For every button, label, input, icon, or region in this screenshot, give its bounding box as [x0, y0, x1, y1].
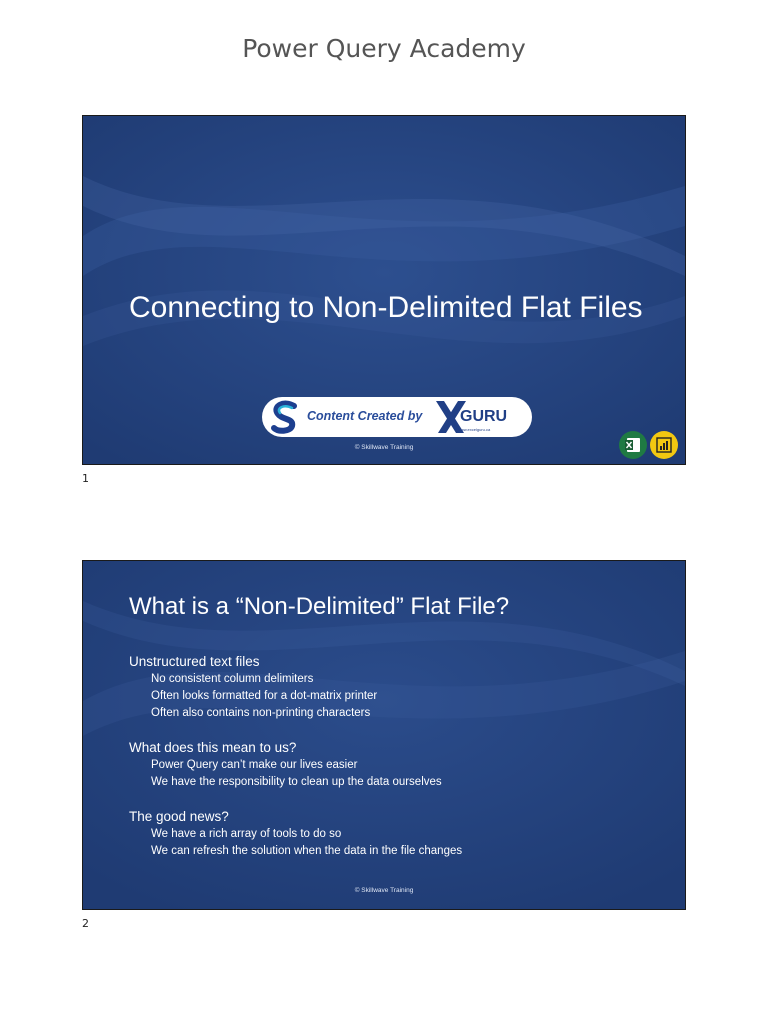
skillwave-s-icon — [268, 400, 302, 434]
bullet-item: Power Query can’t make our lives easier — [151, 759, 358, 771]
bullet-item: No consistent column delimiters — [151, 673, 314, 685]
badge-brand: GURU — [460, 408, 508, 425]
bullet-item: Often looks formatted for a dot-matrix printer — [151, 690, 378, 702]
slide-number-2: 2 — [82, 917, 89, 930]
badge-text: Content Created by — [307, 409, 423, 423]
bullet-list — [129, 653, 669, 877]
slide-2 — [82, 560, 686, 910]
content-created-badge — [262, 397, 532, 437]
slide-1-title: Connecting to Non-Delimited Flat Files — [129, 291, 643, 324]
bullet-group — [129, 739, 669, 791]
bullet-item: Often also contains non-printing characters — [151, 707, 371, 719]
excel-icon — [619, 431, 647, 459]
bullet-item: We have the responsibility to clean up the data ourselves — [151, 776, 442, 788]
page-header-title: Power Query Academy — [242, 34, 526, 63]
slide-number-1: 1 — [82, 472, 89, 485]
slide-2-title: What is a “Non-Delimited” Flat File? — [129, 593, 510, 620]
bullet-heading: The good news? — [129, 809, 229, 824]
slide-2-copyright: © Skillwave Training — [354, 887, 414, 894]
slide-1-copyright: © Skillwave Training — [354, 444, 414, 451]
bullet-group — [129, 808, 669, 860]
badge-url: www.excelguru.ca — [458, 427, 491, 432]
bullet-group — [129, 653, 669, 722]
bullet-item: We can refresh the solution when the data in the file changes — [151, 845, 463, 857]
bullet-heading: Unstructured text files — [129, 654, 260, 669]
bullet-item: We have a rich array of tools to do so — [151, 828, 342, 840]
bullet-heading: What does this mean to us? — [129, 740, 297, 755]
slide-1 — [82, 115, 686, 465]
power-bi-icon — [650, 431, 678, 459]
